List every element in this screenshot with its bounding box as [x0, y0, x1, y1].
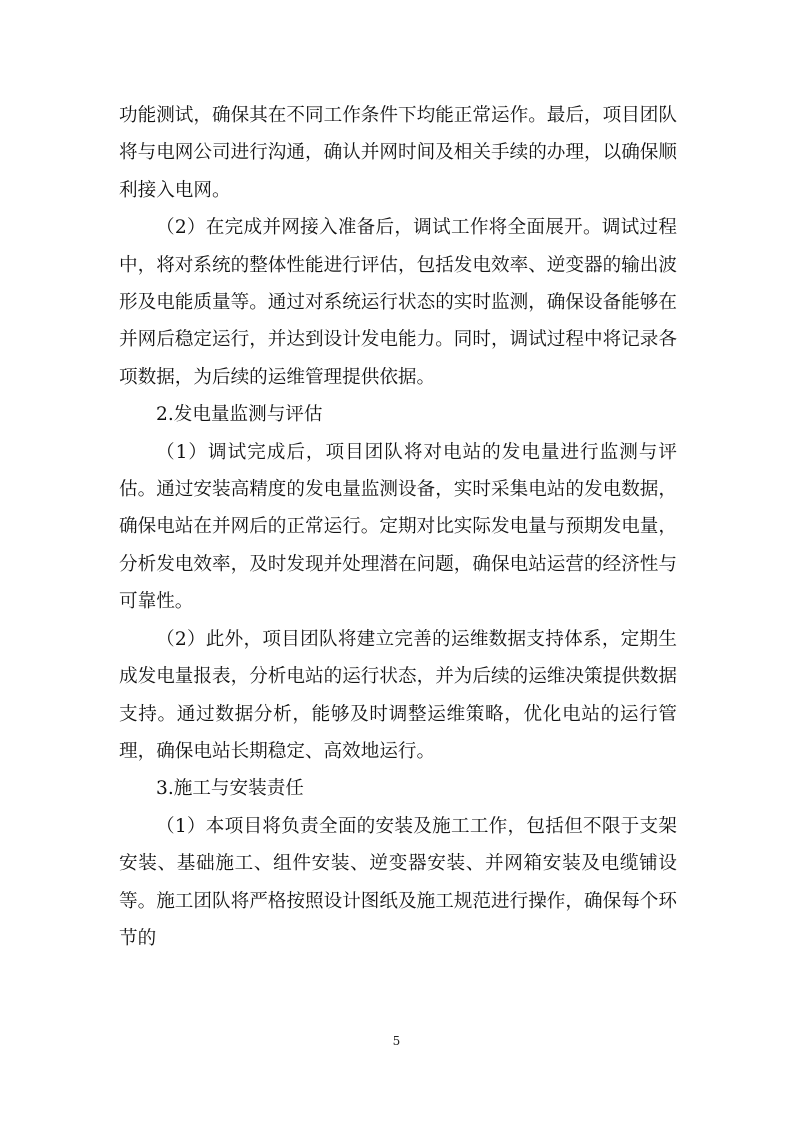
- paragraph-construction-scope: （1）本项目将负责全面的安装及施工工作，包括但不限于支架安装、基础施工、组件安装、逆变器安装、并网箱安装及电缆铺设等。施工团队将严格按照设计图纸及施工规范进行操作，确保每个环节的: [119, 815, 677, 949]
- paragraph-continuation: 功能测试，确保其在不同工作条件下均能正常运作。最后，项目团队将与电网公司进行沟通，确认并网时间及相关手续的办理，以确保顺利接入电网。: [119, 105, 677, 201]
- page-number: 5: [392, 1034, 401, 1048]
- section-heading-generation-monitoring: 2.发电量监测与评估: [156, 404, 323, 426]
- paragraph-generation-monitoring: （1）调试完成后，项目团队将对电站的发电量进行监测与评估。通过安装高精度的发电量监测设备，实时采集电站的发电数据，确保电站在并网后的正常运行。定期对比实际发电量与预期发电量，分析发电效率，及时发现并处理潜在问题，确保电站运营的经济性与可靠性。: [119, 441, 677, 613]
- paragraph-commissioning: （2）在完成并网接入准备后，调试工作将全面展开。调试过程中，将对系统的整体性能进行评估，包括发电效率、逆变器的输出波形及电能质量等。通过对系统运行状态的实时监测，确保设备能够在并网后稳定运行，并达到设计发电能力。同时，调试过程中将记录各项数据，为后续的运维管理提供依据。: [119, 217, 677, 388]
- paragraph-operation-data: （2）此外，项目团队将建立完善的运维数据支持体系，定期生成发电量报表，分析电站的运行状态，并为后续的运维决策提供数据支持。通过数据分析，能够及时调整运维策略，优化电站的运行管理，确保电站长期稳定、高效地运行。: [119, 628, 677, 762]
- section-heading-construction-responsibility: 3.施工与安装责任: [156, 778, 304, 800]
- page-body: [119, 97, 677, 957]
